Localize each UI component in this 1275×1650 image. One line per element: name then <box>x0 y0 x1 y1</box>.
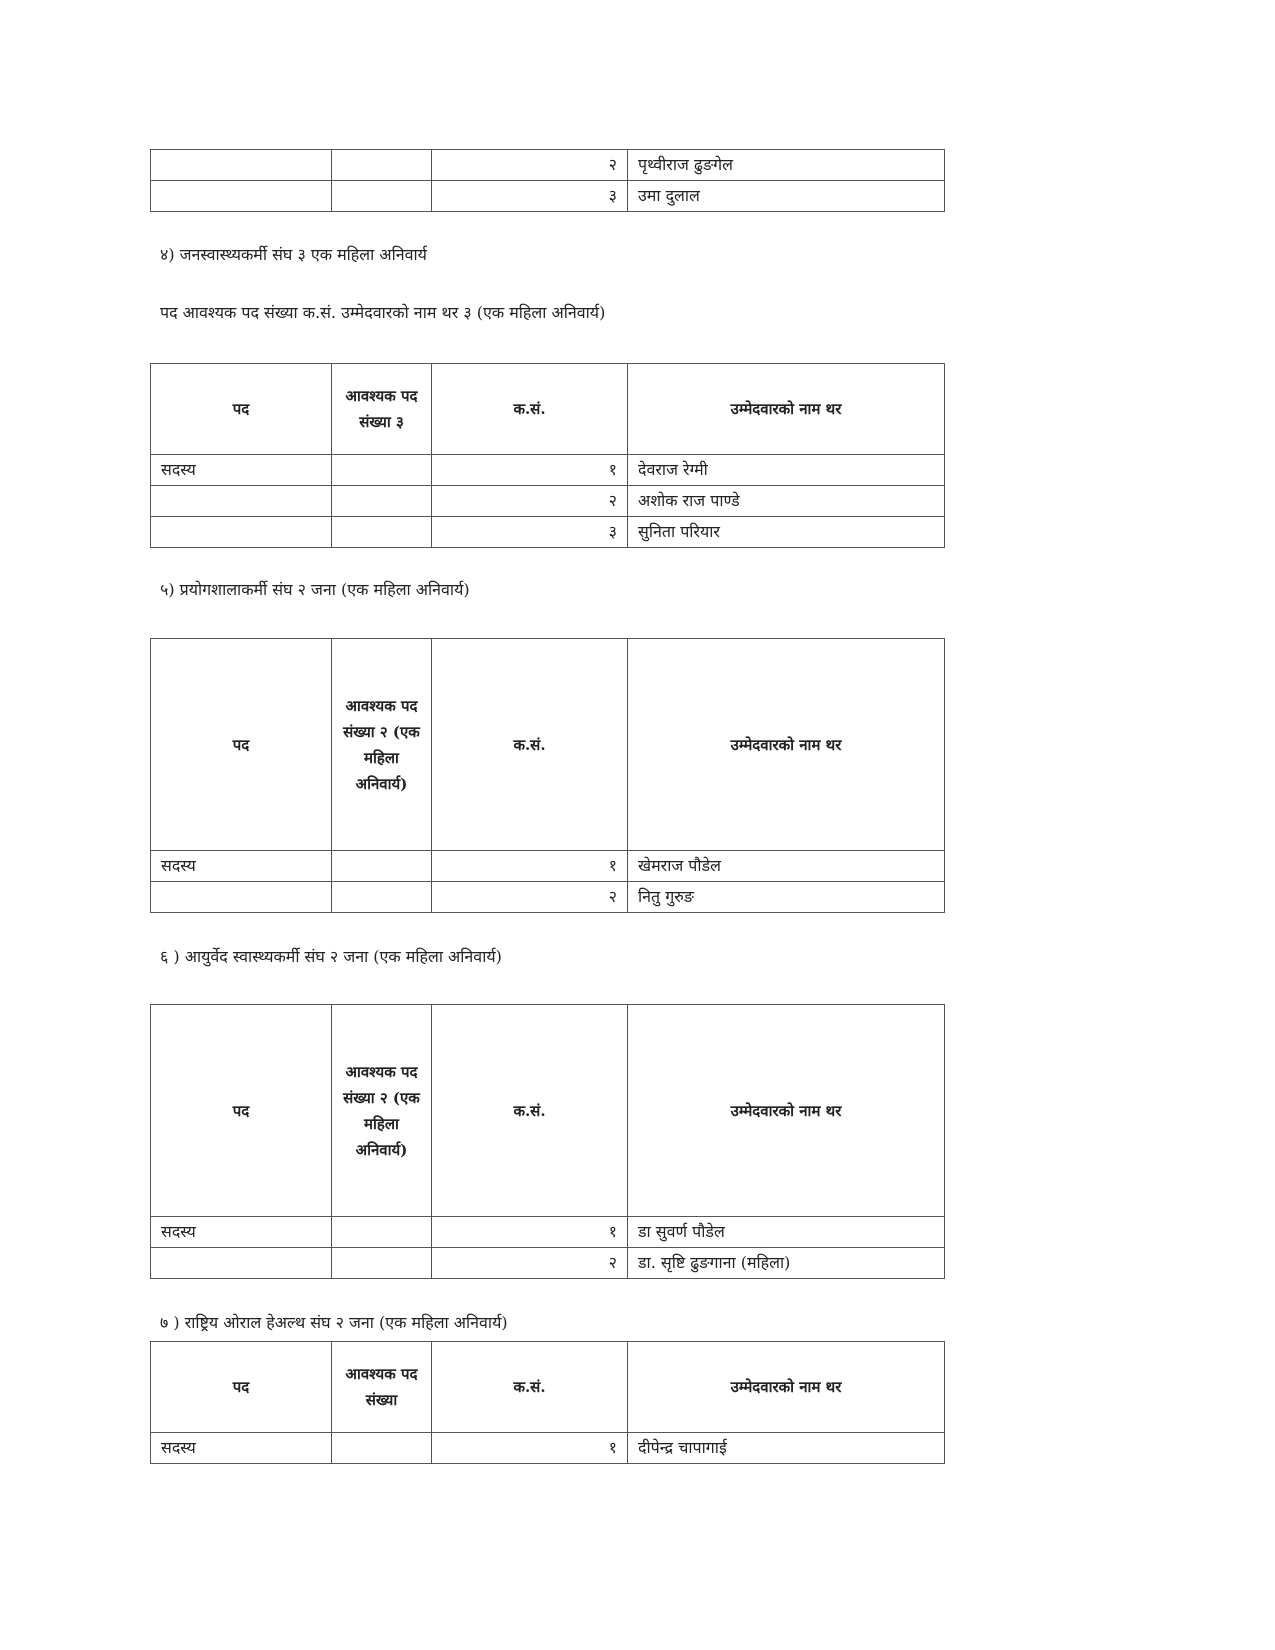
sn-cell: २ <box>432 486 628 517</box>
header-post: पद <box>151 364 332 455</box>
count-cell <box>332 455 432 486</box>
header-name: उम्मेदवारको नाम थर <box>628 639 945 851</box>
header-sn: क.सं. <box>432 364 628 455</box>
header-post: पद <box>151 1342 332 1433</box>
table-header-row <box>151 364 945 455</box>
name-cell: पृथ्वीराज ढुङगेल <box>628 150 945 181</box>
post-cell <box>151 150 332 181</box>
table-header-row <box>151 1342 945 1433</box>
count-cell <box>332 1248 432 1279</box>
section-7-table <box>150 1341 945 1464</box>
name-cell: देवराज रेग्मी <box>628 455 945 486</box>
header-name: उम्मेदवारको नाम थर <box>628 364 945 455</box>
count-cell <box>332 181 432 212</box>
section-4-title: ४) जनस्वास्थ्यकर्मी संघ ३ एक महिला अनिवार्य <box>160 245 427 264</box>
count-cell <box>332 882 432 913</box>
name-cell: अशोक राज पाण्डे <box>628 486 945 517</box>
header-sn: क.सं. <box>432 1005 628 1217</box>
sn-cell: ३ <box>432 181 628 212</box>
table-row <box>151 1433 945 1464</box>
post-cell: सदस्य <box>151 851 332 882</box>
count-cell <box>332 517 432 548</box>
name-cell: सुनिता परियार <box>628 517 945 548</box>
header-post: पद <box>151 1005 332 1217</box>
table-row <box>151 851 945 882</box>
header-sn: क.सं. <box>432 1342 628 1433</box>
table-header-row <box>151 1005 945 1217</box>
post-cell: सदस्य <box>151 455 332 486</box>
name-cell: डा सुवर्ण पौडेल <box>628 1217 945 1248</box>
header-sn: क.सं. <box>432 639 628 851</box>
table-row <box>151 181 945 212</box>
sn-cell: २ <box>432 882 628 913</box>
post-cell <box>151 517 332 548</box>
header-name: उम्मेदवारको नाम थर <box>628 1342 945 1433</box>
table-row <box>151 882 945 913</box>
header-post: पद <box>151 639 332 851</box>
name-cell: डा. सृष्टि ढुङगाना (महिला) <box>628 1248 945 1279</box>
table-row <box>151 455 945 486</box>
count-cell <box>332 1433 432 1464</box>
sn-cell: १ <box>432 455 628 486</box>
post-cell <box>151 882 332 913</box>
header-count: आवश्यक पद संख्या २ (एक महिला अनिवार्य) <box>332 639 432 851</box>
table-row <box>151 1217 945 1248</box>
post-cell: सदस्य <box>151 1217 332 1248</box>
table-row <box>151 517 945 548</box>
section-6-table <box>150 1004 945 1279</box>
section-4-table <box>150 363 945 548</box>
table-row <box>151 1248 945 1279</box>
post-cell <box>151 1248 332 1279</box>
table-header-row <box>151 639 945 851</box>
table-row <box>151 150 945 181</box>
header-count: आवश्यक पद संख्या <box>332 1342 432 1433</box>
sn-cell: २ <box>432 150 628 181</box>
post-cell <box>151 486 332 517</box>
name-cell: दीपेन्द्र चापागाई <box>628 1433 945 1464</box>
top-table <box>150 149 945 212</box>
section-5-table <box>150 638 945 913</box>
header-name: उम्मेदवारको नाम थर <box>628 1005 945 1217</box>
sn-cell: १ <box>432 851 628 882</box>
count-cell <box>332 851 432 882</box>
sn-cell: १ <box>432 1433 628 1464</box>
post-cell <box>151 181 332 212</box>
count-cell <box>332 150 432 181</box>
name-cell: खेमराज पौडेल <box>628 851 945 882</box>
section-7-title: ७ ) राष्ट्रिय ओराल हेअल्थ संघ २ जना (एक महिला अनिवार्य) <box>160 1313 508 1332</box>
section-4-subtitle: पद आवश्यक पद संख्या क.सं. उम्मेदवारको नाम थर ३ (एक महिला अनिवार्य) <box>160 303 606 322</box>
post-cell: सदस्य <box>151 1433 332 1464</box>
header-count: आवश्यक पद संख्या २ (एक महिला अनिवार्य) <box>332 1005 432 1217</box>
sn-cell: ३ <box>432 517 628 548</box>
sn-cell: १ <box>432 1217 628 1248</box>
name-cell: नितु गुरुङ <box>628 882 945 913</box>
count-cell <box>332 1217 432 1248</box>
count-cell <box>332 486 432 517</box>
name-cell: उमा दुलाल <box>628 181 945 212</box>
sn-cell: २ <box>432 1248 628 1279</box>
header-count: आवश्यक पद संख्या ३ <box>332 364 432 455</box>
table-row <box>151 486 945 517</box>
section-5-title: ५) प्रयोगशालाकर्मी संघ २ जना (एक महिला अनिवार्य) <box>160 580 470 599</box>
section-6-title: ६ ) आयुर्वेद स्वास्थ्यकर्मी संघ २ जना (एक महिला अनिवार्य) <box>160 947 502 966</box>
